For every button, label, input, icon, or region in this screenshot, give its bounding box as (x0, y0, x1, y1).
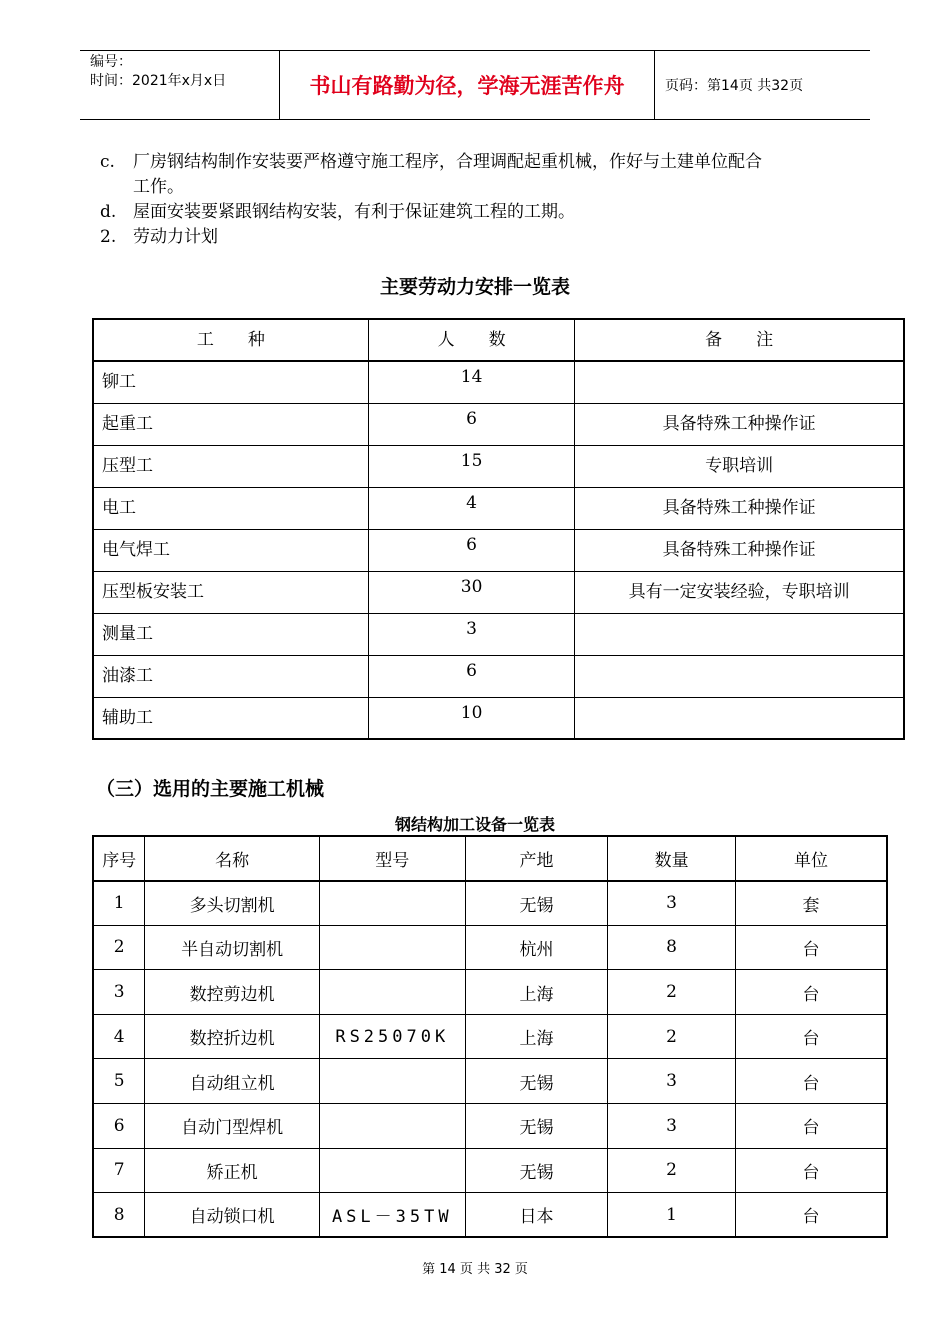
table-cell: 无锡 (465, 1059, 608, 1104)
list-marker: 2. (100, 227, 117, 247)
paragraph-d (100, 200, 870, 225)
column-header: 数量 (608, 836, 736, 881)
table-cell: 3 (93, 970, 145, 1015)
table-cell (575, 361, 904, 403)
table-row (93, 571, 904, 613)
table-cell: 上海 (465, 970, 608, 1015)
table-cell: 电工 (93, 487, 368, 529)
table-row (93, 529, 904, 571)
table-cell: RS25070K (319, 1014, 465, 1059)
column-header: 备 注 (575, 319, 904, 361)
table-cell: 1 (93, 881, 145, 926)
table-cell: 8 (608, 925, 736, 970)
column-header: 序号 (93, 836, 145, 881)
table-row (93, 881, 887, 926)
table-cell: 压型板安装工 (93, 571, 368, 613)
column-header: 工 种 (93, 319, 368, 361)
table-row (93, 970, 887, 1015)
paragraph-text: 屋面安装要紧跟钢结构安装，有利于保证建筑工程的工期。 (133, 202, 575, 222)
list-marker: c. (100, 152, 115, 172)
table-header-row (93, 836, 887, 881)
table-cell: 专职培训 (575, 445, 904, 487)
table-cell: 4 (93, 1014, 145, 1059)
table-row (93, 655, 904, 697)
table-cell: 3 (608, 1059, 736, 1104)
table-cell: 3 (368, 613, 575, 655)
table-cell: 2 (93, 925, 145, 970)
table-cell: 辅助工 (93, 697, 368, 739)
table-cell: 半自动切割机 (145, 925, 319, 970)
table-cell: 具备特殊工种操作证 (575, 487, 904, 529)
table-cell: 1 (608, 1193, 736, 1238)
paragraph-2 (100, 225, 870, 250)
table-cell: 压型工 (93, 445, 368, 487)
section-heading: （三）选用的主要施工机械 (96, 778, 325, 800)
table-row (93, 1014, 887, 1059)
table-cell (575, 697, 904, 739)
table-cell: 6 (368, 403, 575, 445)
table-cell: 测量工 (93, 613, 368, 655)
table-cell (319, 925, 465, 970)
table-row (93, 403, 904, 445)
table-cell: 套 (735, 881, 887, 926)
table-cell: 台 (735, 1014, 887, 1059)
page-header (80, 50, 870, 120)
table-cell: 3 (608, 1104, 736, 1149)
table-header-row (93, 319, 904, 361)
table-cell: 台 (735, 1193, 887, 1238)
table-cell (319, 1059, 465, 1104)
table-cell: 杭州 (465, 925, 608, 970)
table-cell (319, 1104, 465, 1149)
table-row (93, 1104, 887, 1149)
table-cell: 5 (93, 1059, 145, 1104)
table-cell: 4 (368, 487, 575, 529)
paragraph-text: 厂房钢结构制作安装要严格遵守施工程序，合理调配起重机械，作好与土建单位配合 (133, 152, 762, 172)
table-row (93, 361, 904, 403)
table-cell: 无锡 (465, 1104, 608, 1149)
table-row (93, 613, 904, 655)
paragraph-text-continued: 工作。 (133, 177, 184, 197)
table-cell: 上海 (465, 1014, 608, 1059)
column-header: 人 数 (368, 319, 575, 361)
table-cell: 数控剪边机 (145, 970, 319, 1015)
paragraph-c (100, 150, 870, 200)
table-cell: 油漆工 (93, 655, 368, 697)
table-row (93, 925, 887, 970)
table-cell: 2 (608, 1148, 736, 1193)
header-meta (80, 51, 280, 119)
table-cell: 6 (368, 529, 575, 571)
table-cell: 起重工 (93, 403, 368, 445)
table-cell: 台 (735, 1148, 887, 1193)
table-row (93, 445, 904, 487)
table-cell: 14 (368, 361, 575, 403)
table-cell (319, 970, 465, 1015)
table-row (93, 1193, 887, 1238)
column-header: 单位 (735, 836, 887, 881)
list-marker: d. (100, 202, 117, 222)
labor-table (92, 318, 905, 740)
time-label: 时间：2021年x月x日 (90, 73, 227, 89)
table-cell: 2 (608, 970, 736, 1015)
table-cell: 电气焊工 (93, 529, 368, 571)
paragraph-text: 劳动力计划 (133, 227, 218, 247)
table-cell: 15 (368, 445, 575, 487)
table-cell: 数控折边机 (145, 1014, 319, 1059)
table-cell: 自动门型焊机 (145, 1104, 319, 1149)
table-cell: 3 (608, 881, 736, 926)
table-cell: 日本 (465, 1193, 608, 1238)
table-cell (319, 881, 465, 926)
serial-label: 编号： (90, 54, 132, 70)
table-cell: 无锡 (465, 881, 608, 926)
column-header: 名称 (145, 836, 319, 881)
table-cell (575, 613, 904, 655)
table-cell: 7 (93, 1148, 145, 1193)
table-cell: 无锡 (465, 1148, 608, 1193)
table-cell: 6 (93, 1104, 145, 1149)
table-cell: 矫正机 (145, 1148, 319, 1193)
table-cell: ASL－35TW (319, 1193, 465, 1238)
table-cell: 2 (608, 1014, 736, 1059)
table-cell: 6 (368, 655, 575, 697)
table-cell: 具备特殊工种操作证 (575, 529, 904, 571)
column-header: 型号 (319, 836, 465, 881)
table-cell: 10 (368, 697, 575, 739)
table-row (93, 1059, 887, 1104)
table-row (93, 1148, 887, 1193)
labor-table-title: 主要劳动力安排一览表 (379, 276, 570, 298)
table-cell: 具备特殊工种操作证 (575, 403, 904, 445)
header-motto: 书山有路勤为径，学海无涯苦作舟 (280, 51, 655, 119)
page-footer: 第 14 页 共 32 页 (422, 1262, 528, 1277)
table-cell: 台 (735, 1104, 887, 1149)
table-cell: 8 (93, 1193, 145, 1238)
equipment-table (92, 835, 888, 1238)
table-row (93, 487, 904, 529)
table-cell (575, 655, 904, 697)
table-cell: 铆工 (93, 361, 368, 403)
table-row (93, 697, 904, 739)
header-page-code: 页码：第14页 共32页 (665, 78, 804, 94)
table-cell (319, 1148, 465, 1193)
table-cell: 台 (735, 970, 887, 1015)
table-cell: 多头切割机 (145, 881, 319, 926)
equipment-table-title: 钢结构加工设备一览表 (394, 815, 555, 834)
column-header: 产地 (465, 836, 608, 881)
table-cell: 台 (735, 1059, 887, 1104)
table-cell: 具有一定安装经验，专职培训 (575, 571, 904, 613)
table-cell: 自动锁口机 (145, 1193, 319, 1238)
table-cell: 自动组立机 (145, 1059, 319, 1104)
table-cell: 30 (368, 571, 575, 613)
table-cell: 台 (735, 925, 887, 970)
